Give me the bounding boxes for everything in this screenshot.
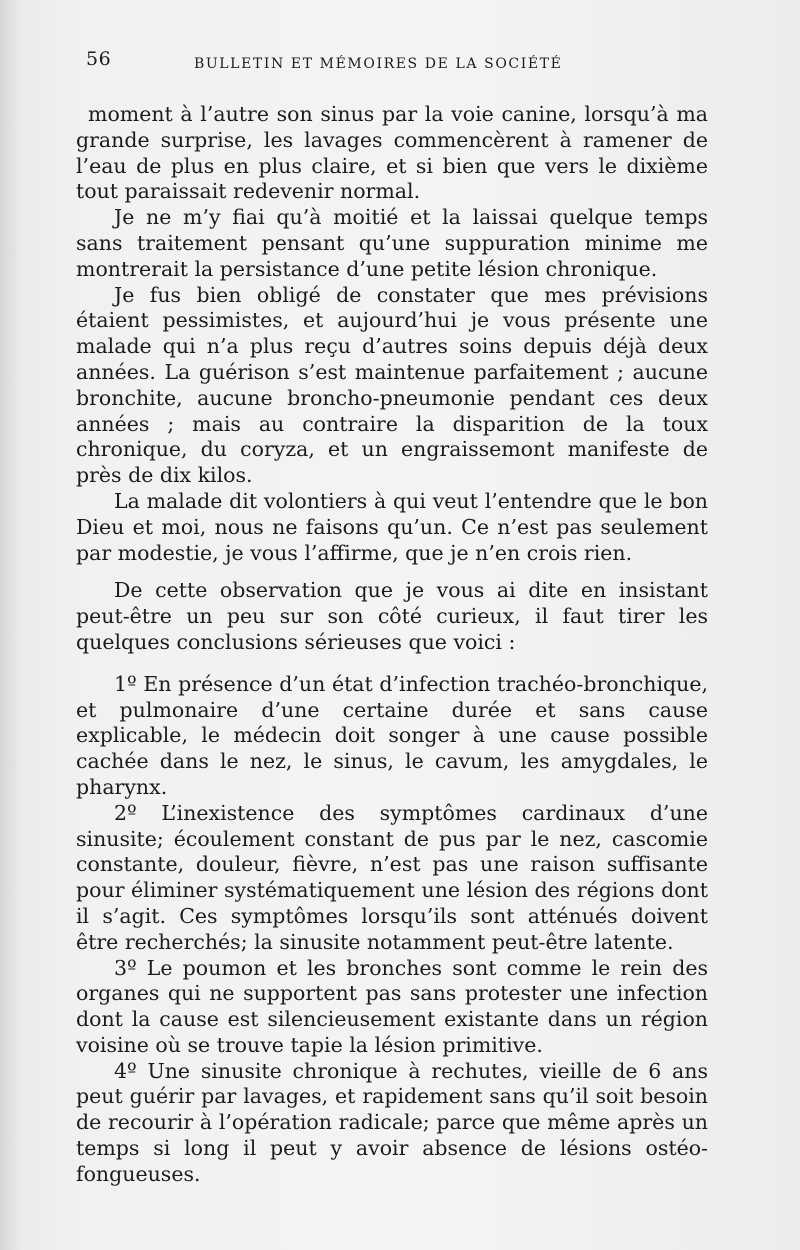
paragraph-spacer bbox=[76, 656, 708, 672]
paragraph: Je ne m’y fiai qu’à moitié et la laissai quelque temps sans traitement pensant qu’une suppuration minime me montrerait la persistance d’une petite lésion chronique. bbox=[76, 205, 708, 281]
paragraph: La malade dit volontiers à qui veut l’entendre que le bon Dieu et moi, nous ne faisons qu’un. Ce n’est pas seulement par modestie, je vous l’affirme, que je n’en crois rien. bbox=[76, 488, 708, 565]
conclusion-item-2: 2º L’inexistence des symptômes cardinaux d’une sinusite; écoulement constant de pus par le nez, cascomie constante, douleur, fièvre, n’est pas une raison suffisante pour éliminer systématiquement une lésion des régions dont il s’agit. Ces symptômes lorsqu’ils sont atténués doivent être recherchés; la sinusite notamment peut-être latente. bbox=[76, 800, 708, 954]
body-text bbox=[76, 102, 708, 1192]
conclusion-item-3: 3º Le poumon et les bronches sont comme le rein des organes qui ne supportent pas sans protester une infection dont la cause est silencieusement existante dans un région voisine où se trouve tapie la lésion primitive. bbox=[76, 955, 708, 1057]
conclusion-item-4: 4º Une sinusite chronique à rechutes, vieille de 6 ans peut guérir par lavages, et rapidement sans qu’il soit besoin de recourir à l’opération radicale; parce que même après un temps si long il peut y avoir absence de lésions ostéo-fongueuses. bbox=[76, 1058, 708, 1186]
binding-shadow bbox=[0, 0, 22, 1250]
running-header bbox=[86, 46, 716, 76]
paragraph-spacer bbox=[76, 566, 708, 578]
page-number: 56 bbox=[86, 48, 112, 70]
paragraph: Je fus bien obligé de constater que mes prévisions étaient pessimistes, et aujourd’hui je vous présente une malade qui n’a plus reçu d’autres soins depuis déjà deux années. La guérison s’est maintenue parfaitement ; aucune bronchite, aucune broncho-pneumonie pendant ces deux années ; mais au contraire la disparition de la toux chronique, du coryza, et un engraissemont manifeste de près de dix kilos. bbox=[76, 282, 708, 488]
paragraph-continuation: moment à l’autre son sinus par la voie canine, lorsqu’à ma grande surprise, les lavages commencèrent à ramener de l’eau de plus en plus claire, et si bien que vers le dixième tout paraissait redevenir normal. bbox=[76, 102, 708, 204]
paragraph: De cette observation que je vous ai dite en insistant peut-être un peu sur son côté curieux, il faut tirer les quelques conclusions sérieuses que voici : bbox=[76, 578, 708, 654]
conclusion-item-1: 1º En présence d’un état d’infection trachéo-bronchique, et pulmonaire d’une certaine durée et sans cause explicable, le médecin doit songer à une cause possible cachée dans le nez, le sinus, le cavum, les amygdales, le pharynx. bbox=[76, 671, 708, 799]
running-title: BULLETIN ET MÉMOIRES DE LA SOCIÉTÉ bbox=[194, 56, 563, 72]
